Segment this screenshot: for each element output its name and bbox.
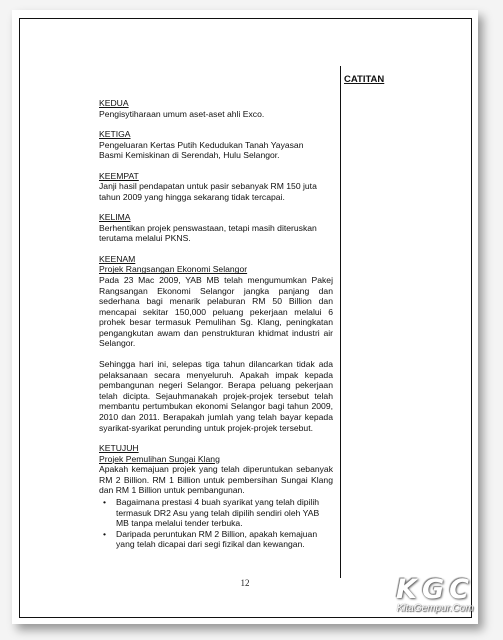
site-watermark	[377, 576, 493, 614]
watermark-site: KitaGempur.Com	[396, 603, 474, 614]
section-paragraph: Apakah kemajuan projek yang telah diperuntukan sebanyak RM 2 Billion. RM 1 Billion untuk pembersihan Sungai Klang dan RM 1 Billion untuk pembangunan.	[99, 464, 333, 496]
list-item-text: Daripada peruntukan RM 2 Billion, apakah kemajuan yang telah dicapai dari segi fizikal dan kewangan.	[116, 528, 318, 550]
notes-column-header: CATITAN	[344, 74, 385, 85]
section-subheading: Projek Rangsangan Ekonomi Selangor	[99, 264, 248, 275]
section-line: Pengisytiharaan umum aset-aset ahli Exco.	[99, 108, 265, 119]
section-paragraph: Pada 23 Mac 2009, YAB MB telah mengumumkan Pakej Rangsangan Ekonomi Selangor jangka panjang dan sederhana bagi menarik pelaburan RM 50 Billion dan mencapai sekitar 150,000 peluang pekerjaan melalui 6 prohek besar termasuk Pemulihan Sg. Klang, peningkatan pengangkutan awam dan penstrukturan khidmat industri air Selangor.	[99, 274, 333, 349]
section-kelima	[99, 212, 333, 244]
bullet-icon: •	[103, 496, 107, 507]
bullet-icon: •	[103, 528, 107, 539]
section-line: Janji hasil pendapatan untuk pasir sebanyak RM 150 juta	[99, 181, 317, 192]
document-page	[12, 10, 478, 624]
section-line: Basmi Kemiskinan di Serendah, Hulu Selangor.	[99, 150, 280, 161]
section-line: terutama melalui PKNS.	[99, 233, 191, 244]
section-ketiga	[99, 129, 333, 161]
section-heading: KEEMPAT	[99, 170, 139, 181]
list-item	[99, 497, 333, 529]
list-item	[99, 529, 333, 550]
page-number: 12	[240, 578, 250, 588]
list-item-text: Bagaimana prestasi 4 buah syarikat yang telah dipilih termasuk DR2 Asu yang telah dipilih sendiri oleh YAB MB tanpa melalui tender terbuka.	[116, 496, 320, 529]
section-subheading: Projek Pemulihan Sungai Klang	[99, 453, 220, 464]
section-keempat	[99, 171, 333, 203]
section-line: Berhentikan projek penswastaan, tetapi masih diteruskan	[99, 222, 317, 233]
section-keenam	[99, 254, 333, 434]
section-line: tahun 2009 yang hingga sekarang tidak tercapai.	[99, 191, 285, 202]
section-heading: KELIMA	[99, 212, 131, 223]
section-heading: KETIGA	[99, 128, 131, 139]
section-ketujuh	[99, 443, 333, 550]
document-body	[99, 98, 333, 560]
section-heading: KETUJUH	[99, 443, 139, 454]
section-line: Pengeluaran Kertas Putih Kedudukan Tanah Yayasan	[99, 139, 304, 150]
notes-column-divider	[340, 66, 341, 578]
section-paragraph: Sehingga hari ini, selepas tiga tahun dilancarkan tidak ada pelaksanaan secara menyeluruh. Apakah impak kepada pembangunan negeri Selangor. Berapa peluang pekerjaan telah dicipta. Sejauhmanakah projek-projek tersebut telah membantu pertumbukan ekonomi Selangor bagi tahun 2009, 2010 dan 2011. Berapakah jumlah yang telah bayar kepada syarikat-syarikat perunding untuk projek-projek tersebut.	[99, 359, 333, 433]
section-kedua	[99, 98, 333, 119]
bullet-list	[99, 497, 333, 550]
watermark-logo: KGC	[396, 574, 474, 605]
section-heading: KEDUA	[99, 98, 129, 108]
section-heading: KEENAM	[99, 253, 136, 264]
